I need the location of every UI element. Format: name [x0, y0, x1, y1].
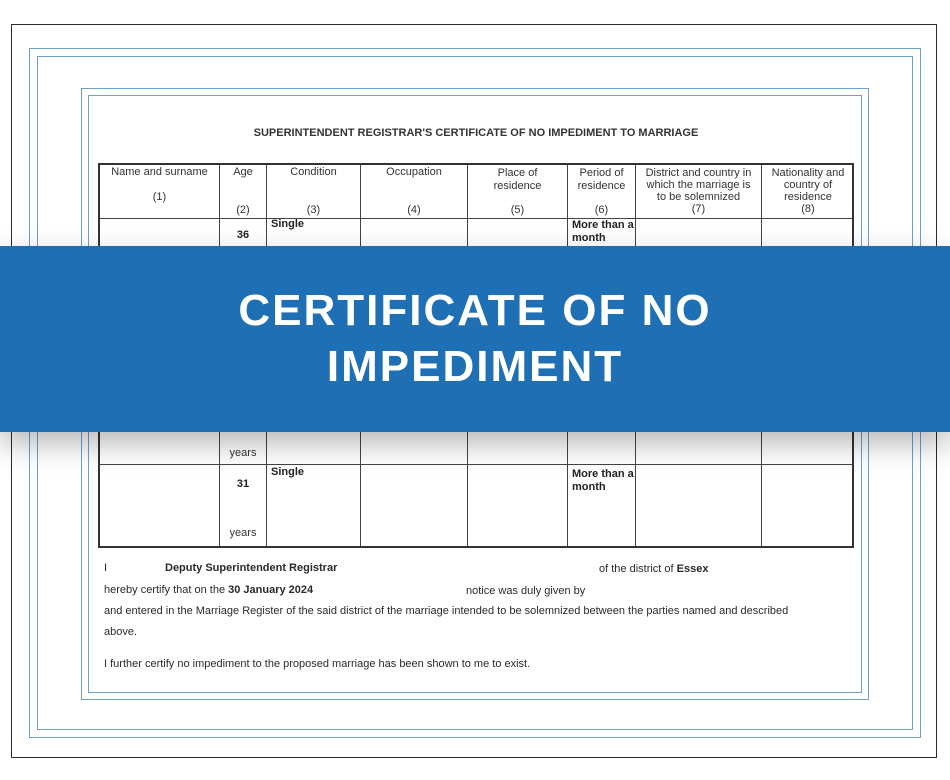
column-header-label: Condition: [290, 166, 337, 178]
column-header-age: [220, 165, 266, 217]
column-header-condition: [267, 165, 360, 217]
column-header-label: Name and surname: [111, 166, 208, 178]
certify-line: [104, 584, 313, 596]
column-header-label: Nationality and country of residence: [771, 167, 845, 203]
column-header-period-of-residence: [568, 165, 635, 217]
column-header-number: (8): [801, 203, 815, 215]
column-header-label: Age: [233, 166, 253, 178]
of-district-label: [599, 563, 708, 575]
row1-condition: Single: [271, 218, 305, 230]
column-header-label: District and country in which the marriage is to be solemnized: [645, 167, 752, 203]
column-header-label: Occupation: [386, 166, 442, 178]
column-header-district: [636, 165, 761, 217]
notice-date: 30 January 2024: [228, 584, 314, 596]
of-district-text: of the district of: [599, 563, 674, 575]
further-certify-line: I further certify no impediment to the proposed marriage has been shown to me to exist.: [104, 658, 531, 670]
officer-title: Deputy Superintendent Registrar: [165, 562, 338, 574]
row1-age-unit: years: [229, 447, 257, 459]
column-header-number: (2): [236, 203, 250, 216]
row2-age: 31: [236, 478, 250, 490]
row1-age: 36: [236, 229, 250, 241]
column-header-number: (3): [306, 203, 321, 216]
column-header-occupation: [361, 165, 467, 217]
title-banner: [0, 246, 950, 432]
column-header-label: Period of residence: [577, 167, 626, 192]
row2-condition: Single: [271, 466, 305, 478]
column-header-place-of-residence: [468, 165, 567, 217]
notice-text: notice was duly given by: [466, 585, 586, 597]
column-header-number: (7): [691, 203, 706, 215]
column-header-number: (1): [152, 191, 167, 203]
banner-title: CERTIFICATE OF NO IMPEDIMENT: [238, 286, 712, 391]
column-header-number: (5): [510, 203, 525, 216]
column-header-number: (4): [407, 203, 421, 216]
header-divider: [100, 218, 852, 219]
row-divider: [100, 464, 852, 465]
certify-prefix: hereby certify that on the: [104, 584, 226, 596]
entered-line-1: and entered in the Marriage Register of the said district of the marriage intended to be solemnized between the parties named and described: [104, 605, 789, 617]
column-header-name: [100, 165, 219, 217]
row2-age-unit: years: [229, 527, 257, 539]
row2-period: More than a month: [572, 468, 634, 493]
column-header-label: Place of residence: [493, 167, 542, 192]
column-header-number: (6): [594, 203, 609, 216]
statement-i: I: [104, 562, 108, 574]
row1-period: More than a month: [572, 219, 634, 244]
certificate-title: SUPERINTENDENT REGISTRAR'S CERTIFICATE OF NO IMPEDIMENT TO MARRIAGE: [253, 127, 699, 139]
column-header-nationality: [762, 165, 854, 217]
entered-line-2: above.: [104, 626, 138, 638]
district-value: Essex: [676, 563, 709, 575]
